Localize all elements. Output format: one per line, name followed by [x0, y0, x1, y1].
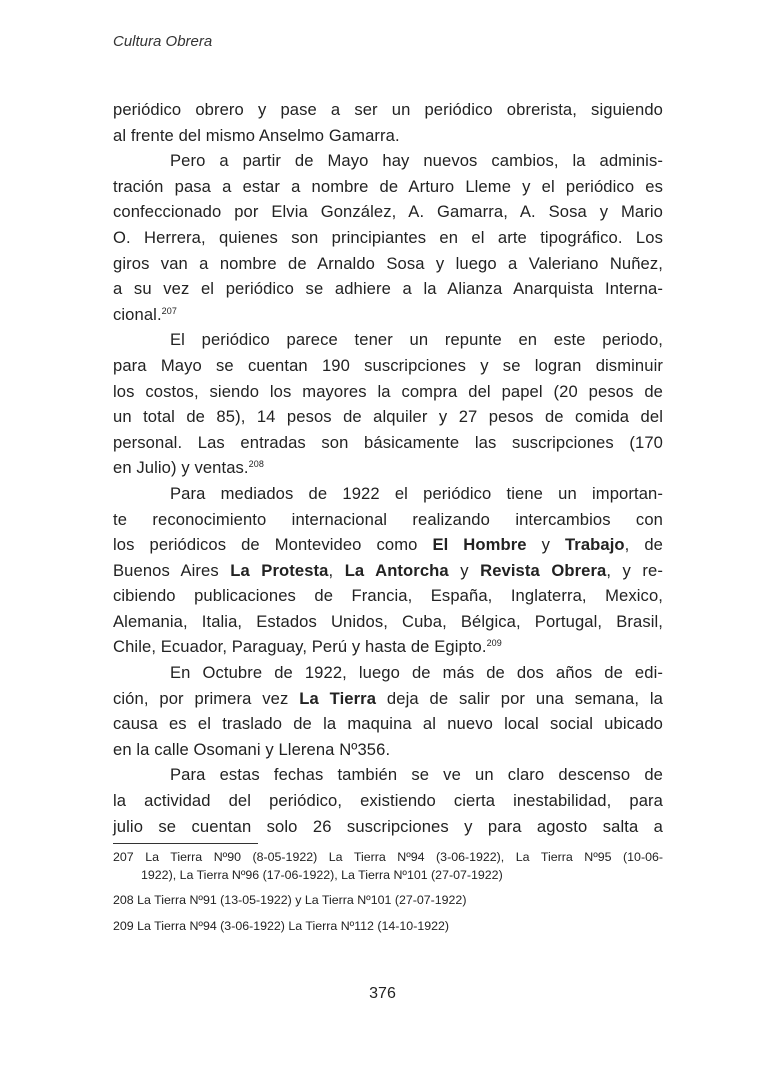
text-line: tración pasa a estar a nombre de Arturo Lleme y el periódico es: [113, 176, 663, 196]
footnotes: [113, 849, 663, 935]
text-line: periódico obrero y pase a ser un periódico obrerista, siguiendo: [113, 100, 663, 119]
paragraph-start-line: El periódico parece tener un repunte en este periodo,: [170, 330, 663, 350]
footnote-209: [113, 918, 663, 936]
publication-name: La Protesta: [230, 560, 329, 580]
body-text: [113, 97, 663, 839]
footnote-ref: 208: [248, 459, 264, 470]
publication-name: La Antorcha: [344, 560, 449, 580]
paragraph-start-line: Para estas fechas también se ve un claro descenso de: [170, 765, 663, 785]
text-line: giros van a nombre de Arnaldo Sosa y luego a Valeriano Nuñez,: [113, 253, 663, 273]
paragraph-start-line: Pero a partir de Mayo hay nuevos cambios, la adminis-: [170, 151, 663, 171]
publication-name: Trabajo: [564, 535, 625, 555]
footnote-line: 209 La Tierra Nº94 (3-06-1922) La Tierra Nº112 (14-10-1922): [113, 918, 450, 933]
text-line: julio se cuentan solo 26 suscripciones y para agosto salta a: [113, 816, 663, 836]
footnote-line: 208 La Tierra Nº91 (13-05-1922) y La Tierra Nº101 (27-07-1922): [113, 893, 467, 907]
text-line: en Julio) y ventas.$^{208}$: [113, 458, 264, 478]
publication-name: La Tierra: [299, 688, 377, 708]
text-line: Chile, Ecuador, Paraguay, Perú y hasta de Egipto.$^{209}$: [113, 637, 502, 657]
text-line: personal. Las entradas son básicamente las suscripciones (170: [113, 432, 663, 452]
footnote-line: 207 La Tierra Nº90 (8-05-1922) La Tierra Nº94 (3-06-1922), La Tierra Nº95 (10-06-: [113, 850, 663, 864]
text-line: la actividad del periódico, existiendo cierta inestabilidad, para: [113, 791, 663, 811]
text-line: causa es el traslado de la maquina al nuevo local social ubicado: [113, 714, 663, 734]
footnote-number: 209: [113, 918, 134, 933]
publication-name: Revista Obrera: [480, 560, 607, 580]
paragraph-start-line: En Octubre de 1922, luego de más de dos años de edi-: [170, 663, 663, 683]
text-line: al frente del mismo Anselmo Gamarra.: [113, 125, 400, 145]
text-line: Alemania, Italia, Estados Unidos, Cuba, Bélgica, Portugal, Brasil,: [113, 611, 663, 631]
text-line: a su vez el periódico se adhiere a la Alianza Anarquista Interna-: [113, 279, 663, 299]
text-line: un total de 85), 14 pesos de alquiler y 27 pesos de comida del: [113, 407, 663, 427]
text-line: los costos, siendo los mayores la compra del papel (20 pesos de: [113, 381, 663, 401]
footnote-207: [113, 849, 663, 884]
text-line: en la calle Osomani y Llerena Nº356.: [113, 739, 391, 759]
footnote-line: 1922), La Tierra Nº96 (17-06-1922), La Tierra Nº101 (27-07-1922): [141, 867, 503, 882]
text-line: los periódicos de Montevideo como El Hombre y Trabajo, de: [113, 535, 663, 555]
page-number: 376: [369, 985, 396, 1002]
footnote-ref: 207: [161, 305, 177, 316]
text-line: te reconocimiento internacional realizando intercambios con: [113, 509, 663, 529]
footnote-ref: 209: [486, 638, 502, 649]
publication-name: El Hombre: [432, 535, 527, 555]
text-line: ción, por primera vez La Tierra deja de salir por una semana, la: [113, 688, 663, 708]
text-line: O. Herrera, quienes son principiantes en el arte tipográfico. Los: [113, 227, 663, 247]
text-line: cional.$^{207}$: [113, 304, 177, 324]
footnote-separator: [113, 843, 258, 844]
footnote-number: 208: [113, 893, 134, 907]
paragraph-start-line: Para mediados de 1922 el periódico tiene un importan-: [170, 483, 663, 503]
text-line: para Mayo se cuentan 190 suscripciones y se logran disminuir: [113, 355, 663, 375]
text-line: confeccionado por Elvia González, A. Gamarra, A. Sosa y Mario: [113, 202, 663, 222]
text-line: cibiendo publicaciones de Francia, España, Inglaterra, Mexico,: [113, 586, 663, 606]
footnote-208: [113, 892, 663, 910]
running-header: Cultura Obrera: [113, 33, 213, 50]
text-line: Buenos Aires La Protesta, La Antorcha y Revista Obrera, y re-: [113, 560, 663, 580]
footnote-number: 207: [113, 850, 134, 864]
